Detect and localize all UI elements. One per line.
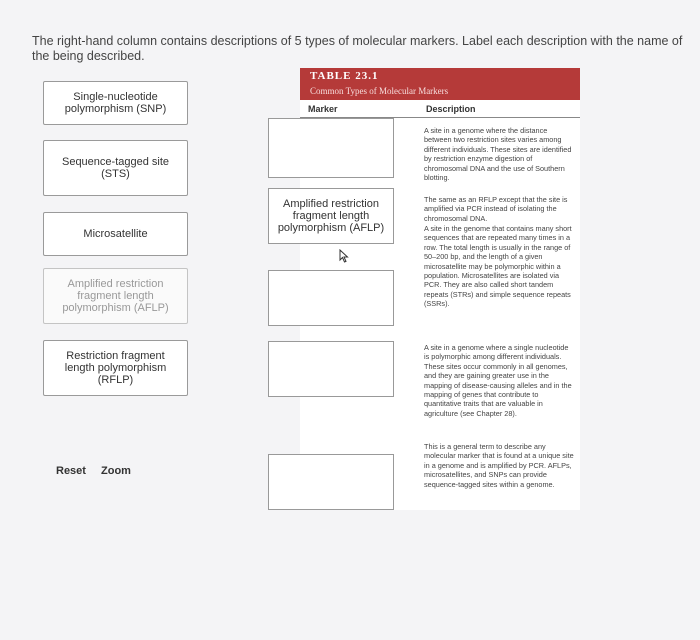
description-sts: This is a general term to describe any molecular marker that is found at a unique site in a genome and is amplified by PCR. AFLPs, microsatellites, and SNPs can provide sequence-tagged sites within a genome. bbox=[424, 442, 574, 489]
choice-label: Single-nucleotide polymorphism (SNP) bbox=[64, 91, 167, 115]
choice-sts[interactable] bbox=[43, 140, 188, 196]
table-number: TABLE 23.1 bbox=[310, 70, 379, 82]
choice-label: Microsatellite bbox=[83, 228, 148, 240]
zoom-button[interactable]: Zoom bbox=[101, 465, 131, 477]
choice-rflp[interactable] bbox=[43, 340, 188, 396]
choice-label: Sequence-tagged site (STS) bbox=[61, 156, 170, 180]
reset-button[interactable]: Reset bbox=[56, 465, 86, 477]
drop-target-value: Amplified restriction fragment length polymorphism (AFLP) bbox=[277, 198, 385, 234]
choice-label: Restriction fragment length polymorphism (RFLP) bbox=[64, 350, 167, 386]
instructions-text: The right-hand column contains descriptions of 5 types of molecular markers. Label each description with the name of the being described. bbox=[32, 34, 683, 63]
choice-label: Amplified restriction fragment length polymorphism (AFLP) bbox=[62, 278, 169, 314]
description-snp: A site in a genome where a single nucleotide is polymorphic among different individuals. These sites occur commonly in all genomes, and they are gaining greater use in the mapping of disease-causing alleles and in the mapping of genes that contribute to quantitative traits that are valuable in agriculture (see Chapter 28). bbox=[424, 343, 572, 418]
drop-target-1[interactable] bbox=[268, 118, 394, 178]
choice-snp[interactable] bbox=[43, 81, 188, 125]
choice-microsatellite[interactable] bbox=[43, 212, 188, 256]
table-header bbox=[300, 68, 580, 100]
drop-target-4[interactable] bbox=[268, 341, 394, 397]
description-microsatellite: A site in the genome that contains many short sequences that are repeated many times in a row. The total length is usually in the range of 50–200 bp, and the length of a given microsatellite may be polymorphic within a population. Microsatellites are isolated via PCR. They are also called short tandem repeats (STRs) and simple sequence repeats (SSRs). bbox=[424, 224, 572, 309]
choice-aflp[interactable] bbox=[43, 268, 188, 324]
mouse-cursor-icon bbox=[339, 249, 351, 263]
column-header-marker: Marker bbox=[308, 104, 338, 114]
drop-target-2[interactable] bbox=[268, 188, 394, 244]
description-aflp: The same as an RFLP except that the site is amplified via PCR instead of isolating the chromosomal DNA. bbox=[424, 195, 568, 223]
drop-target-3[interactable] bbox=[268, 270, 394, 326]
table-title: Common Types of Molecular Markers bbox=[310, 86, 449, 96]
column-header-description: Description bbox=[426, 104, 476, 114]
description-rflp: A site in a genome where the distance between two restriction sites varies among different individuals. These sites are identified by restriction enzyme digestion of chromosomal DNA and the use of Southern blotting. bbox=[424, 126, 572, 183]
drop-target-5[interactable] bbox=[268, 454, 394, 510]
